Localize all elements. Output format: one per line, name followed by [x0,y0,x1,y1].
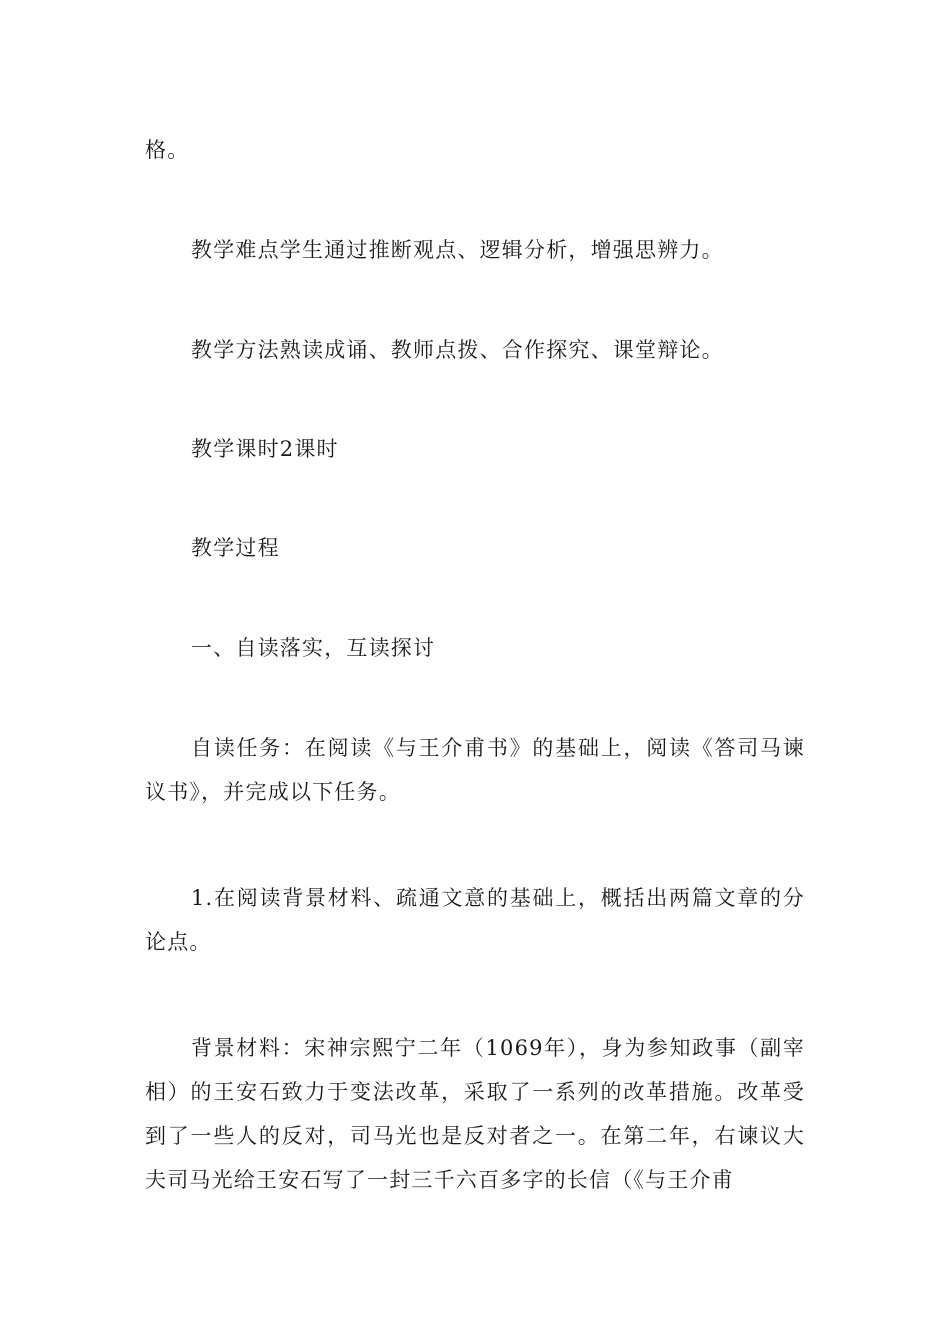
paragraph-teaching-process: 教学过程 [191,536,280,560]
paragraph-background-material: 背景材料：宋神宗熙宁二年（1069年），身为参知政事（副宰相）的王安石致力于变法改革，采取了一系列的改革措施。改革受到了一些人的反对，司马光也是反对者之一。在第二年，右谏议大夫司马光给王安石写了一封三千六百多字的长信（《与王介甫 [145,1036,805,1192]
paragraph-teaching-method: 教学方法熟读成诵、教师点拨、合作探究、课堂辩论。 [191,338,724,362]
section-heading-self-reading: 一、自读落实，互读探讨 [191,636,436,660]
paragraph-task-1: 1.在阅读背景材料、疏通文意的基础上，概括出两篇文章的分论点。 [145,886,805,954]
paragraph-continuation: 格。 [145,138,190,162]
paragraph-teaching-difficulty: 教学难点学生通过推断观点、逻辑分析，增强思辨力。 [191,238,724,262]
paragraph-class-hours: 教学课时2课时 [191,437,339,461]
paragraph-self-reading-task: 自读任务：在阅读《与王介甫书》的基础上，阅读《答司马谏议书》，并完成以下任务。 [145,736,805,804]
